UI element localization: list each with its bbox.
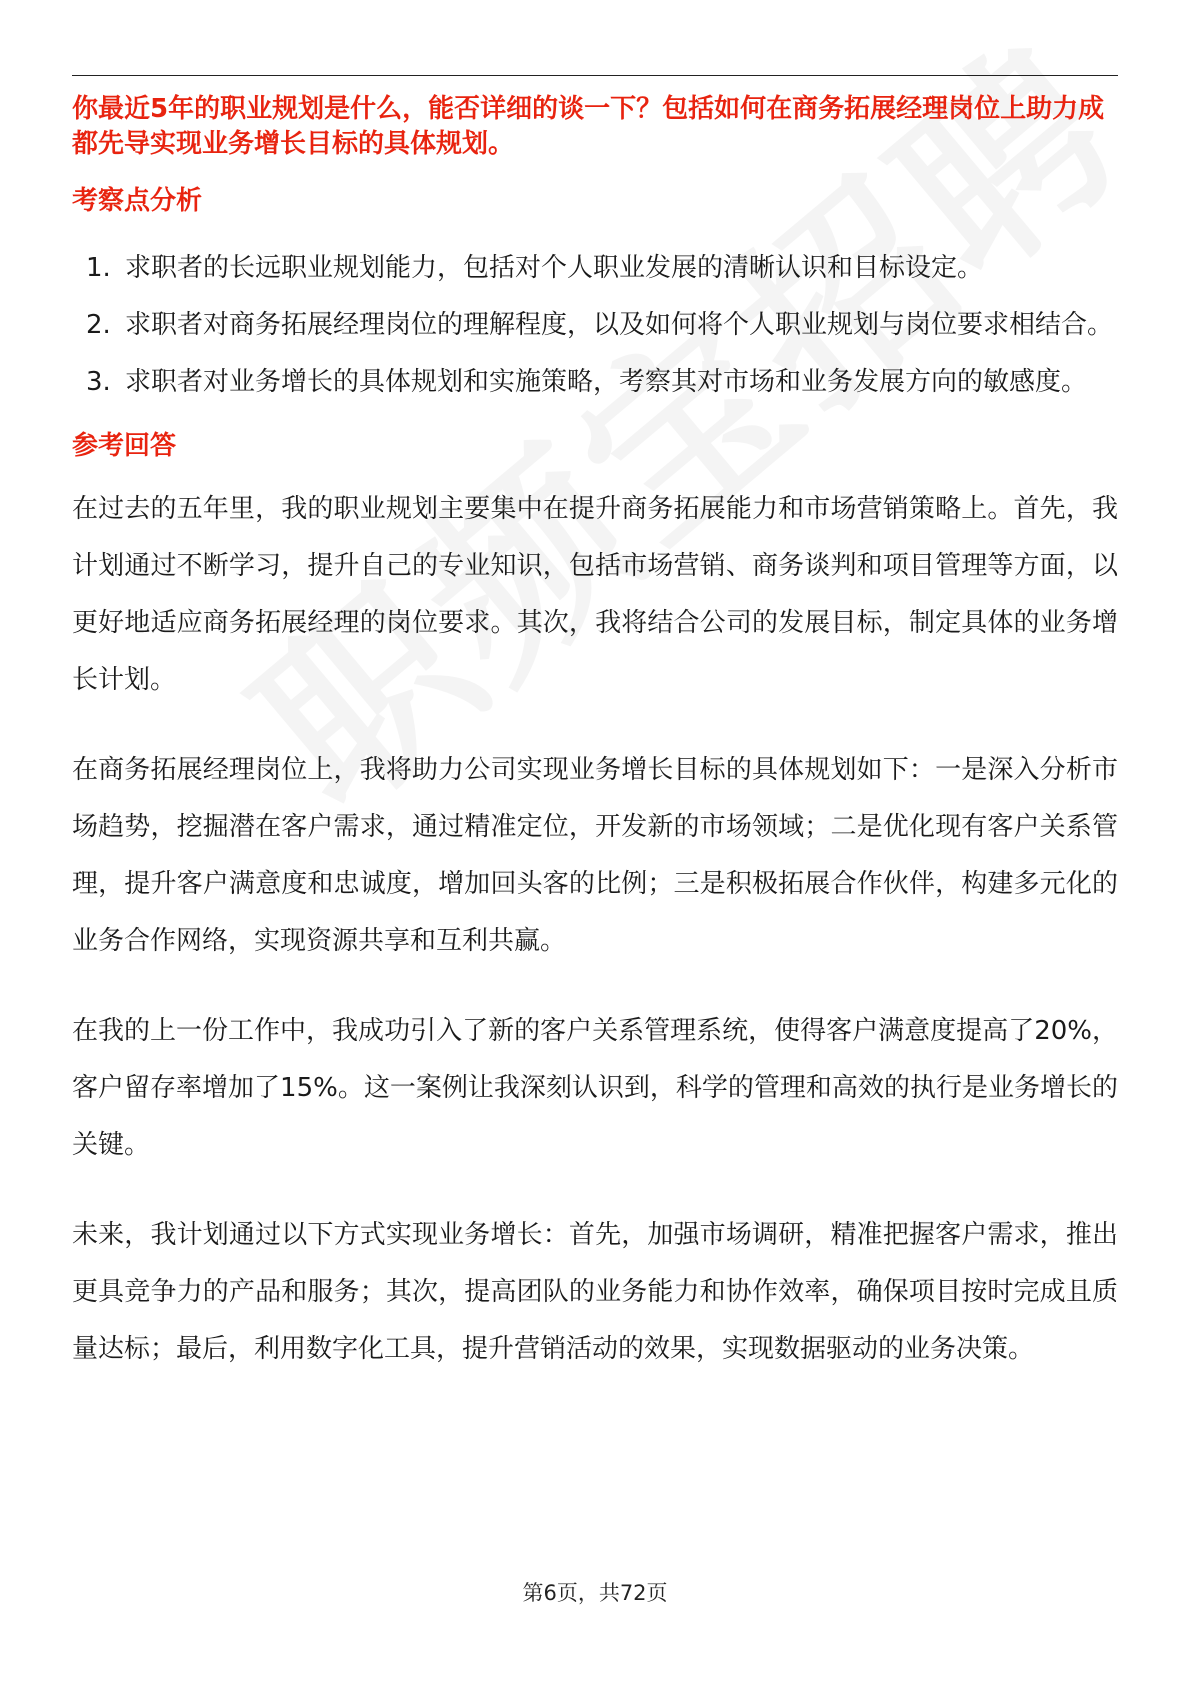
answer-heading: 参考回答 [72, 431, 177, 461]
list-item-number: 1. [86, 253, 111, 283]
page-number: 第6页，共72页 [522, 1581, 668, 1605]
list-item-number: 3. [86, 367, 111, 397]
question-title: 你最近5年的职业规划是什么，能否详细的谈一下？包括如何在商务拓展经理岗位上助力成都先导实现业务增长目标的具体规划。 [72, 94, 1105, 159]
answer-paragraph: 未来，我计划通过以下方式实现业务增长：首先，加强市场调研，精准把握客户需求，推出更具竞争力的产品和服务；其次，提高团队的业务能力和协作效率，确保项目按时完成且质量达标；最后，利用数字化工具，提升营销活动的效果，实现数据驱动的业务决策。 [72, 1220, 1118, 1364]
answer-paragraph: 在商务拓展经理岗位上，我将助力公司实现业务增长目标的具体规划如下：一是深入分析市场趋势，挖掘潜在客户需求，通过精准定位，开发新的市场领域；二是优化现有客户关系管理，提升客户满意度和忠诚度，增加回头客的比例；三是积极拓展合作伙伴，构建多元化的业务合作网络，实现资源共享和互利共赢。 [72, 755, 1118, 956]
top-divider [72, 75, 1118, 76]
analysis-heading: 考察点分析 [72, 186, 203, 216]
answer-paragraph: 在我的上一份工作中，我成功引入了新的客户关系管理系统，使得客户满意度提高了20%，客户留存率增加了15%。这一案例让我深刻认识到，科学的管理和高效的执行是业务增长的关键。 [72, 1016, 1118, 1160]
list-item-text: 求职者对业务增长的具体规划和实施策略，考察其对市场和业务发展方向的敏感度。 [125, 367, 1088, 397]
list-item [72, 354, 1118, 411]
list-item-text: 求职者的长远职业规划能力，包括对个人职业发展的清晰认识和目标设定。 [125, 253, 984, 283]
answer-paragraph: 在过去的五年里，我的职业规划主要集中在提升商务拓展能力和市场营销策略上。首先，我计划通过不断学习，提升自己的专业知识，包括市场营销、商务谈判和项目管理等方面，以更好地适应商务拓展经理的岗位要求。其次，我将结合公司的发展目标，制定具体的业务增长计划。 [72, 494, 1118, 695]
list-item [72, 240, 1118, 297]
analysis-list [72, 240, 1118, 411]
list-item [72, 297, 1118, 354]
list-item-text: 求职者对商务拓展经理岗位的理解程度，以及如何将个人职业规划与岗位要求相结合。 [125, 310, 1114, 340]
document-body [72, 92, 1118, 1378]
list-item-number: 2. [86, 310, 111, 340]
